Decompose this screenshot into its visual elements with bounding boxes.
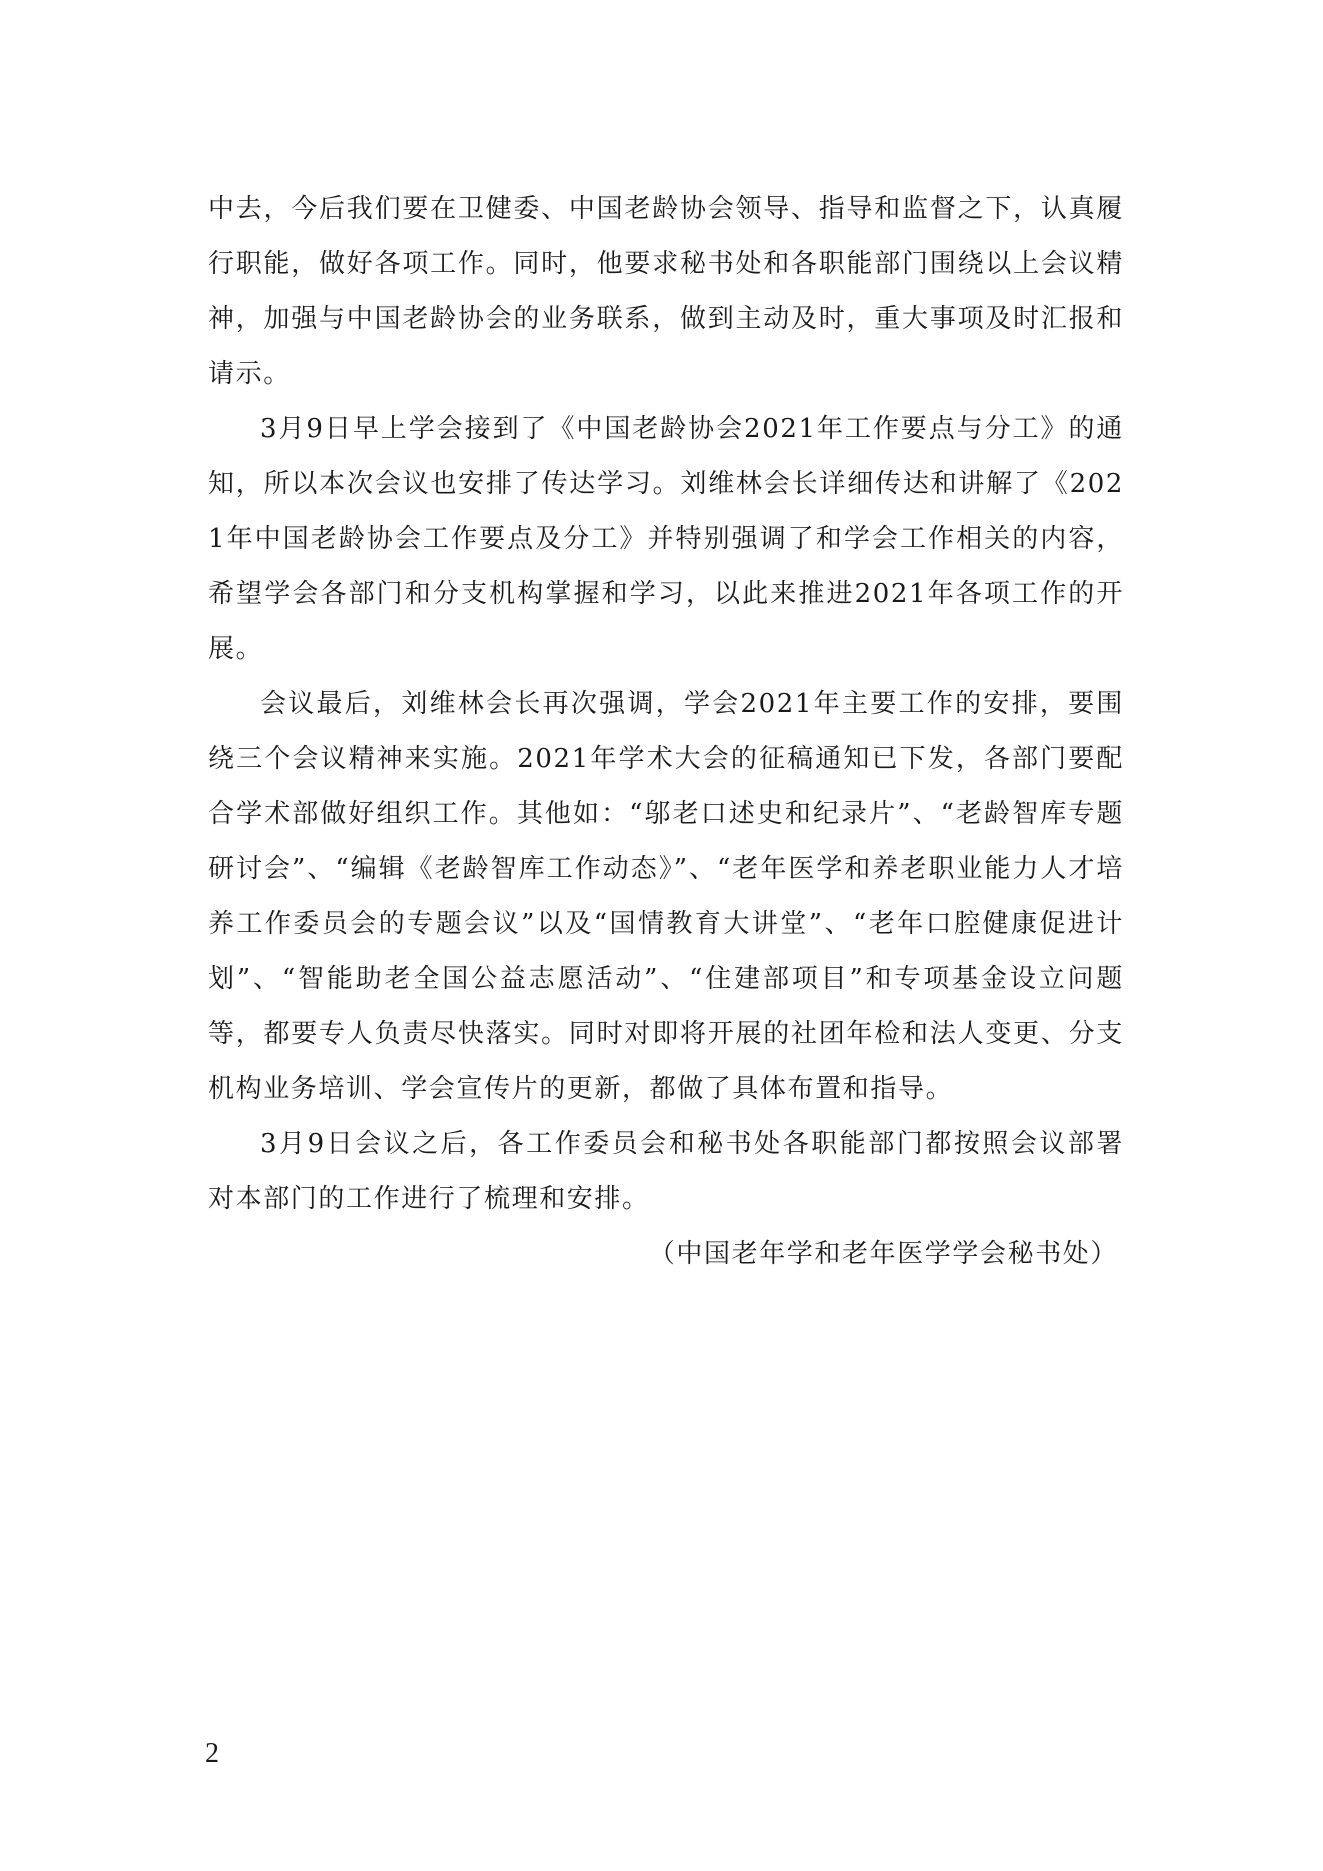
page-number: 2 (205, 1738, 219, 1769)
paragraph-follow-up: 3月9日会议之后，各工作委员会和秘书处各职能部门都按照会议部署对本部门的工作进行了梳理和安排。 (208, 1129, 1124, 1214)
document-body (208, 182, 1124, 1282)
signature: （中国老年学和老年医学学会秘书处） (648, 1239, 1118, 1269)
paragraph-continuation: 中去，今后我们要在卫健委、中国老龄协会领导、指导和监督之下，认真履行职能，做好各项工作。同时，他要求秘书处和各职能部门围绕以上会议精神，加强与中国老龄协会的业务联系，做到主动及时，重大事项及时汇报和请示。 (208, 194, 1124, 389)
paragraph-meeting-conclusion: 会议最后，刘维林会长再次强调，学会2021年主要工作的安排，要围绕三个会议精神来实施。2021年学术大会的征稿通知已下发，各部门要配合学术部做好组织工作。其他如：“邬老口述史和纪录片”、“老龄智库专题研讨会”、“编辑《老龄智库工作动态》”、“老年医学和养老职业能力人才培养工作委员会的专题会议”以及“国情教育大讲堂”、“老年口腔健康促进计划”、“智能助老全国公益志愿活动”、“住建部项目”和专项基金设立问题等，都要专人负责尽快落实。同时对即将开展的社团年检和法人变更、分支机构业务培训、学会宣传片的更新，都做了具体布置和指导。 (208, 689, 1124, 1104)
paragraph-notice-study: 3月9日早上学会接到了《中国老龄协会2021年工作要点与分工》的通知，所以本次会议也安排了传达学习。刘维林会长详细传达和讲解了《2021年中国老龄协会工作要点及分工》并特别强调了和学会工作相关的内容，希望学会各部门和分支机构掌握和学习，以此来推进2021年各项工作的开展。 (208, 414, 1124, 664)
